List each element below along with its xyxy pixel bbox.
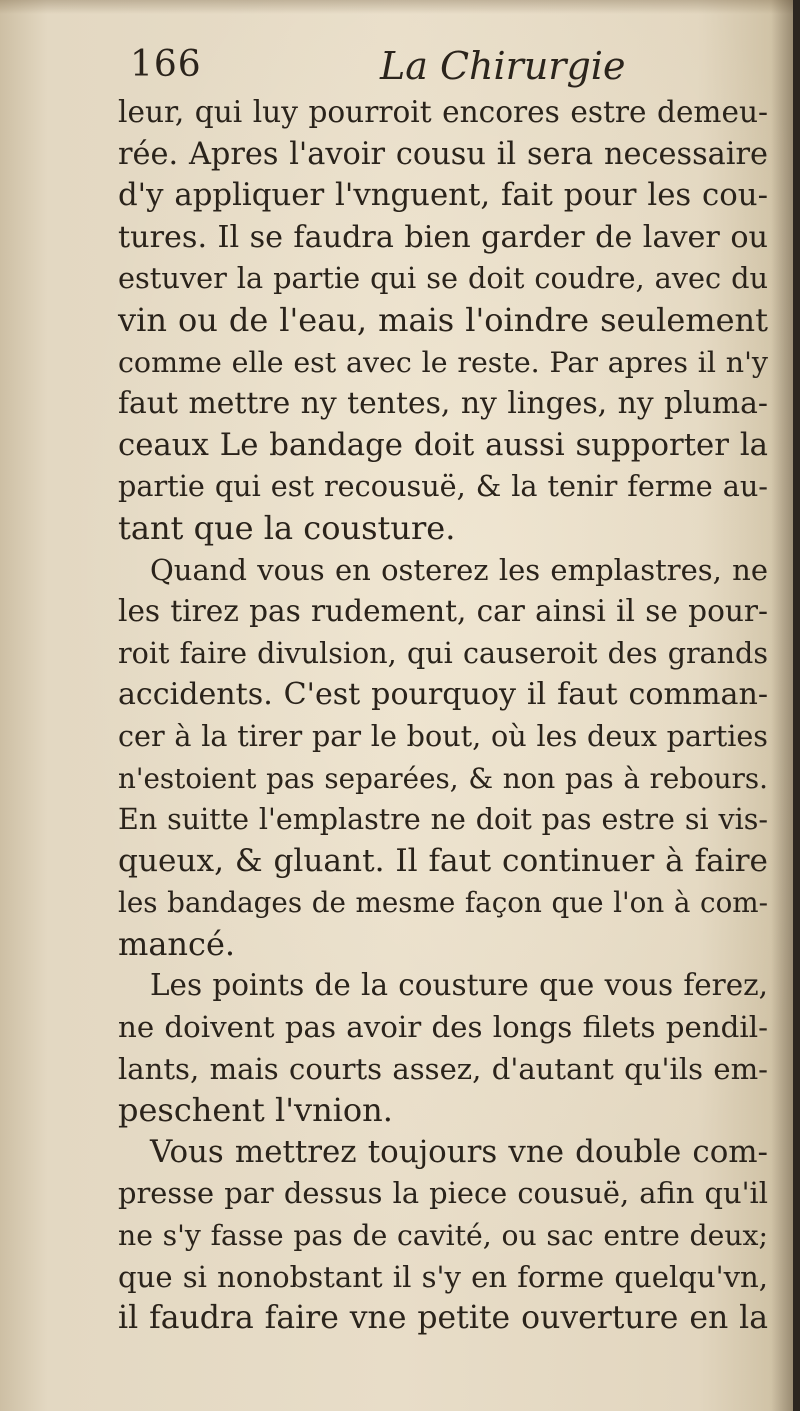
page-top-edge <box>0 0 793 14</box>
text-line: peschent l'vnion. <box>118 1091 393 1130</box>
text-line: partie qui est recousuë, & la tenir ferme au- <box>118 469 768 504</box>
text-line: ne s'y fasse pas de cavité, ou sac entre deux; <box>118 1219 768 1253</box>
page-edge-strip <box>793 0 800 1411</box>
page-gutter-shadow <box>771 0 793 1411</box>
text-line: Quand vous en osterez les emplastres, ne <box>150 552 768 587</box>
text-line: lants, mais courts assez, d'autant qu'ils em- <box>118 1051 768 1086</box>
text-line: n'estoient pas separées, & non pas à rebours. <box>118 761 768 795</box>
running-head <box>130 44 630 94</box>
text-line: roit faire divulsion, qui causeroit des grands <box>118 635 768 670</box>
text-line: ceaux Le bandage doit aussi supporter la <box>118 426 768 463</box>
text-line: accidents. C'est pourquoy il faut comman- <box>118 677 768 713</box>
text-line: Les points de la cousture que vous ferez, <box>150 968 768 1003</box>
text-line: les bandages de mesme façon que l'on à com- <box>118 886 768 920</box>
text-line: queux, & gluant. Il faut continuer à faire <box>118 842 768 879</box>
text-line: il faudra faire vne petite ouverture en la <box>118 1300 768 1337</box>
text-line: cer à la tirer par le bout, où les deux parties <box>118 718 768 753</box>
text-line: rée. Apres l'avoir cousu il sera necessaire <box>118 136 768 172</box>
running-title: La Chirurgie <box>380 44 626 88</box>
text-line: tures. Il se faudra bien garder de laver ou <box>118 219 768 255</box>
text-line: vin ou de l'eau, mais l'oindre seulement <box>118 300 768 339</box>
text-line: ne doivent pas avoir des longs filets pendil- <box>118 1010 768 1045</box>
text-line: leur, qui luy pourroit encores estre demeu- <box>118 95 768 129</box>
text-line: En suitte l'emplastre ne doit pas estre si vis- <box>118 803 768 837</box>
text-line: Vous mettrez toujours vne double com- <box>150 1133 768 1170</box>
text-line: estuver la partie qui se doit coudre, avec du <box>118 261 768 296</box>
text-line: les tirez pas rudement, car ainsi il se pour- <box>118 594 768 629</box>
page-number: 166 <box>130 44 202 85</box>
body-text <box>118 92 768 1340</box>
text-line: que si nonobstant il s'y en forme quelqu'vn, <box>118 1259 768 1294</box>
text-line: d'y appliquer l'vnguent, fait pour les cou- <box>118 177 768 214</box>
text-line: tant que la cousture. <box>118 508 456 547</box>
text-line: presse par dessus la piece cousuë, afin qu'il <box>118 1176 768 1211</box>
text-line: faut mettre ny tentes, ny linges, ny pluma- <box>118 386 768 422</box>
text-line: comme elle est avec le reste. Par apres il n'y <box>118 345 768 379</box>
text-line: mancé. <box>118 924 236 963</box>
